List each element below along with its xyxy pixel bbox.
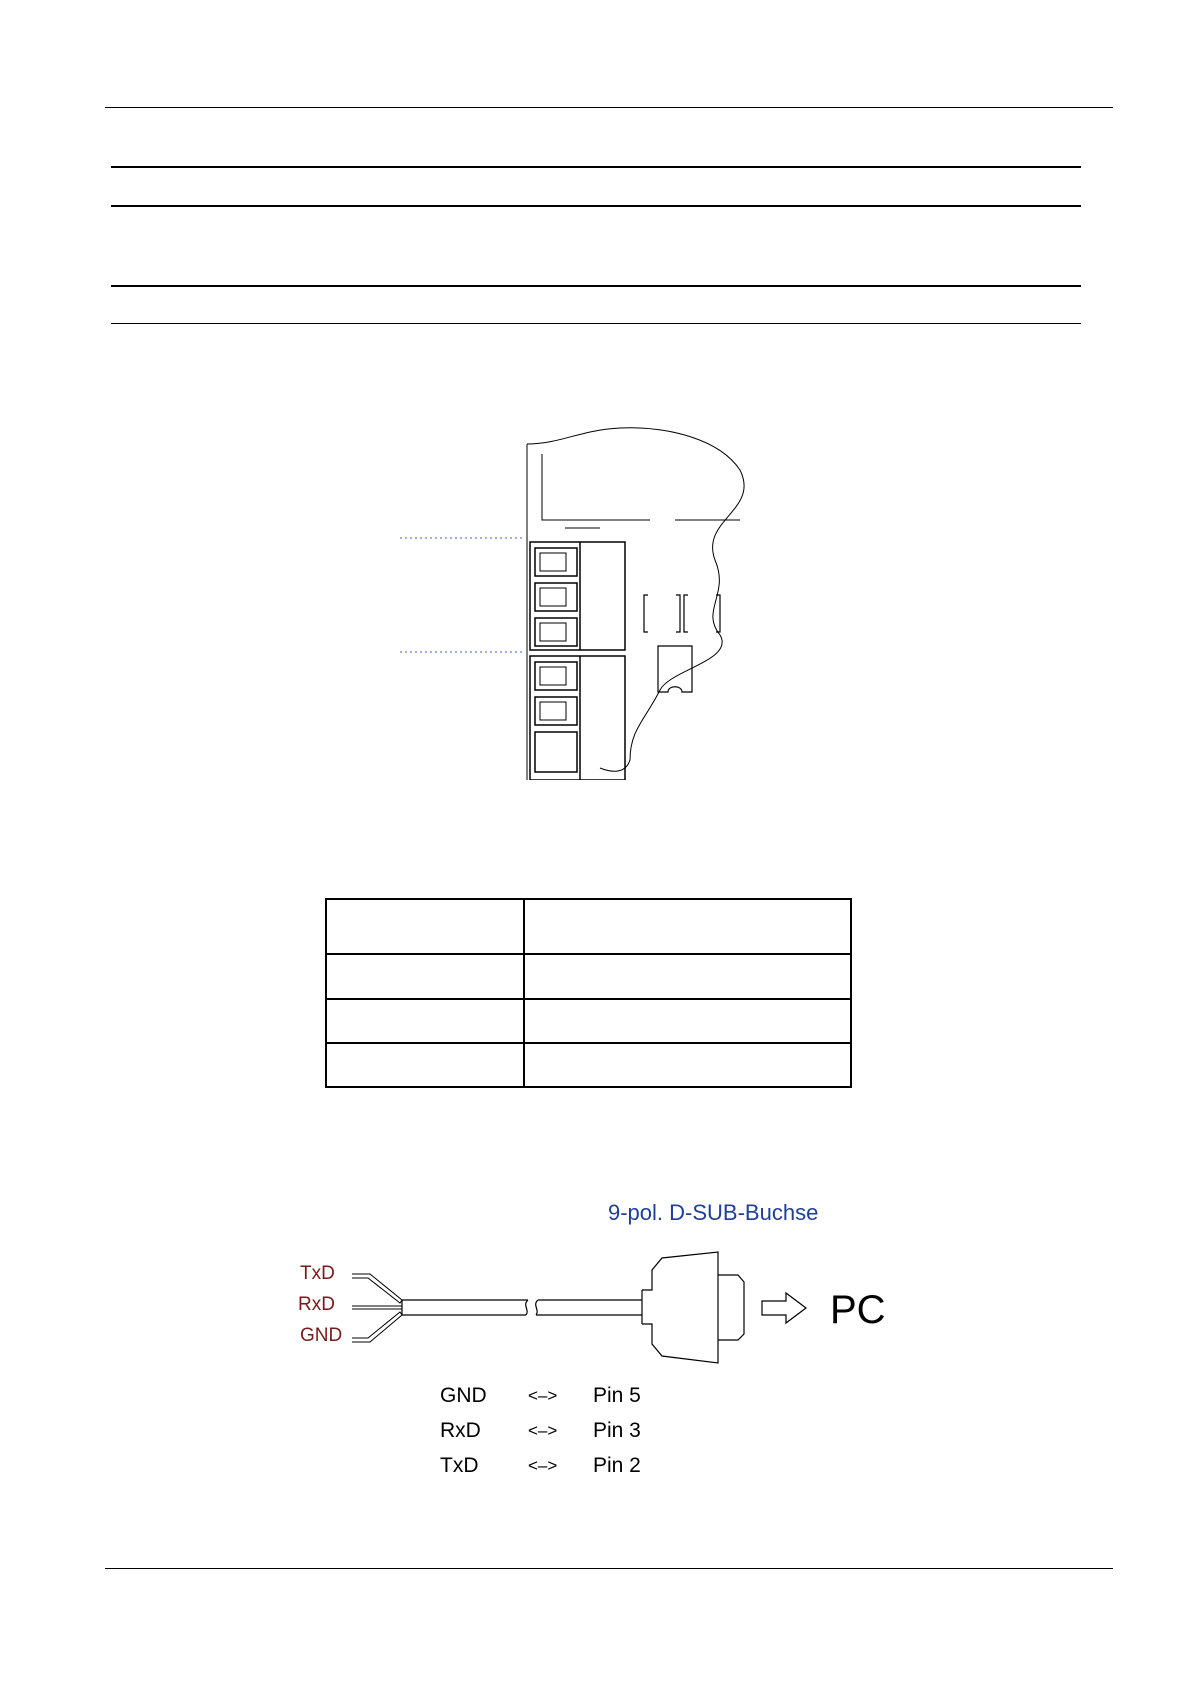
pin-table-cell: [326, 1043, 524, 1087]
cable-diagram: [290, 1190, 910, 1380]
mapping-arrow: <–>: [528, 1456, 558, 1475]
pin-table-cell: [524, 1043, 851, 1087]
pin-table-cell: [326, 954, 524, 998]
pin-table-header-cell: [524, 899, 851, 954]
mapping-pin: Pin 5: [593, 1384, 641, 1407]
pin-table-header-cell: [326, 899, 524, 954]
pin-table-cell: [524, 954, 851, 998]
table-top-rule-1: [111, 166, 1081, 168]
mapping-signal: GND: [440, 1384, 487, 1407]
target-label-pc: PC: [830, 1288, 886, 1332]
pin-mapping-row: [440, 1413, 641, 1448]
pin-mapping-row: [440, 1448, 641, 1483]
terminal-pin-table: [325, 898, 852, 1088]
terminal-block-drawing: [400, 420, 780, 780]
header-rule: [105, 107, 1113, 108]
pin-table-cell: [524, 999, 851, 1043]
footer-rule: [105, 1568, 1113, 1569]
mapping-pin: Pin 2: [593, 1454, 641, 1477]
wire-label-txd: TxD: [300, 1263, 335, 1284]
pin-mapping-list: [440, 1378, 641, 1483]
mapping-signal: RxD: [440, 1419, 481, 1442]
connector-title: 9-pol. D-SUB-Buchse: [608, 1200, 819, 1225]
mapping-arrow: <–>: [528, 1421, 558, 1440]
pin-mapping-row: [440, 1378, 641, 1413]
table-top-rule-2: [111, 205, 1081, 207]
pin-table-cell: [326, 999, 524, 1043]
mapping-signal: TxD: [440, 1454, 479, 1477]
wire-label-rxd: RxD: [298, 1294, 335, 1315]
mapping-pin: Pin 3: [593, 1419, 641, 1442]
table-top-rule-4: [111, 323, 1081, 324]
table-top-rule-3: [111, 285, 1081, 287]
wire-label-gnd: GND: [300, 1325, 343, 1346]
mapping-arrow: <–>: [528, 1386, 558, 1405]
